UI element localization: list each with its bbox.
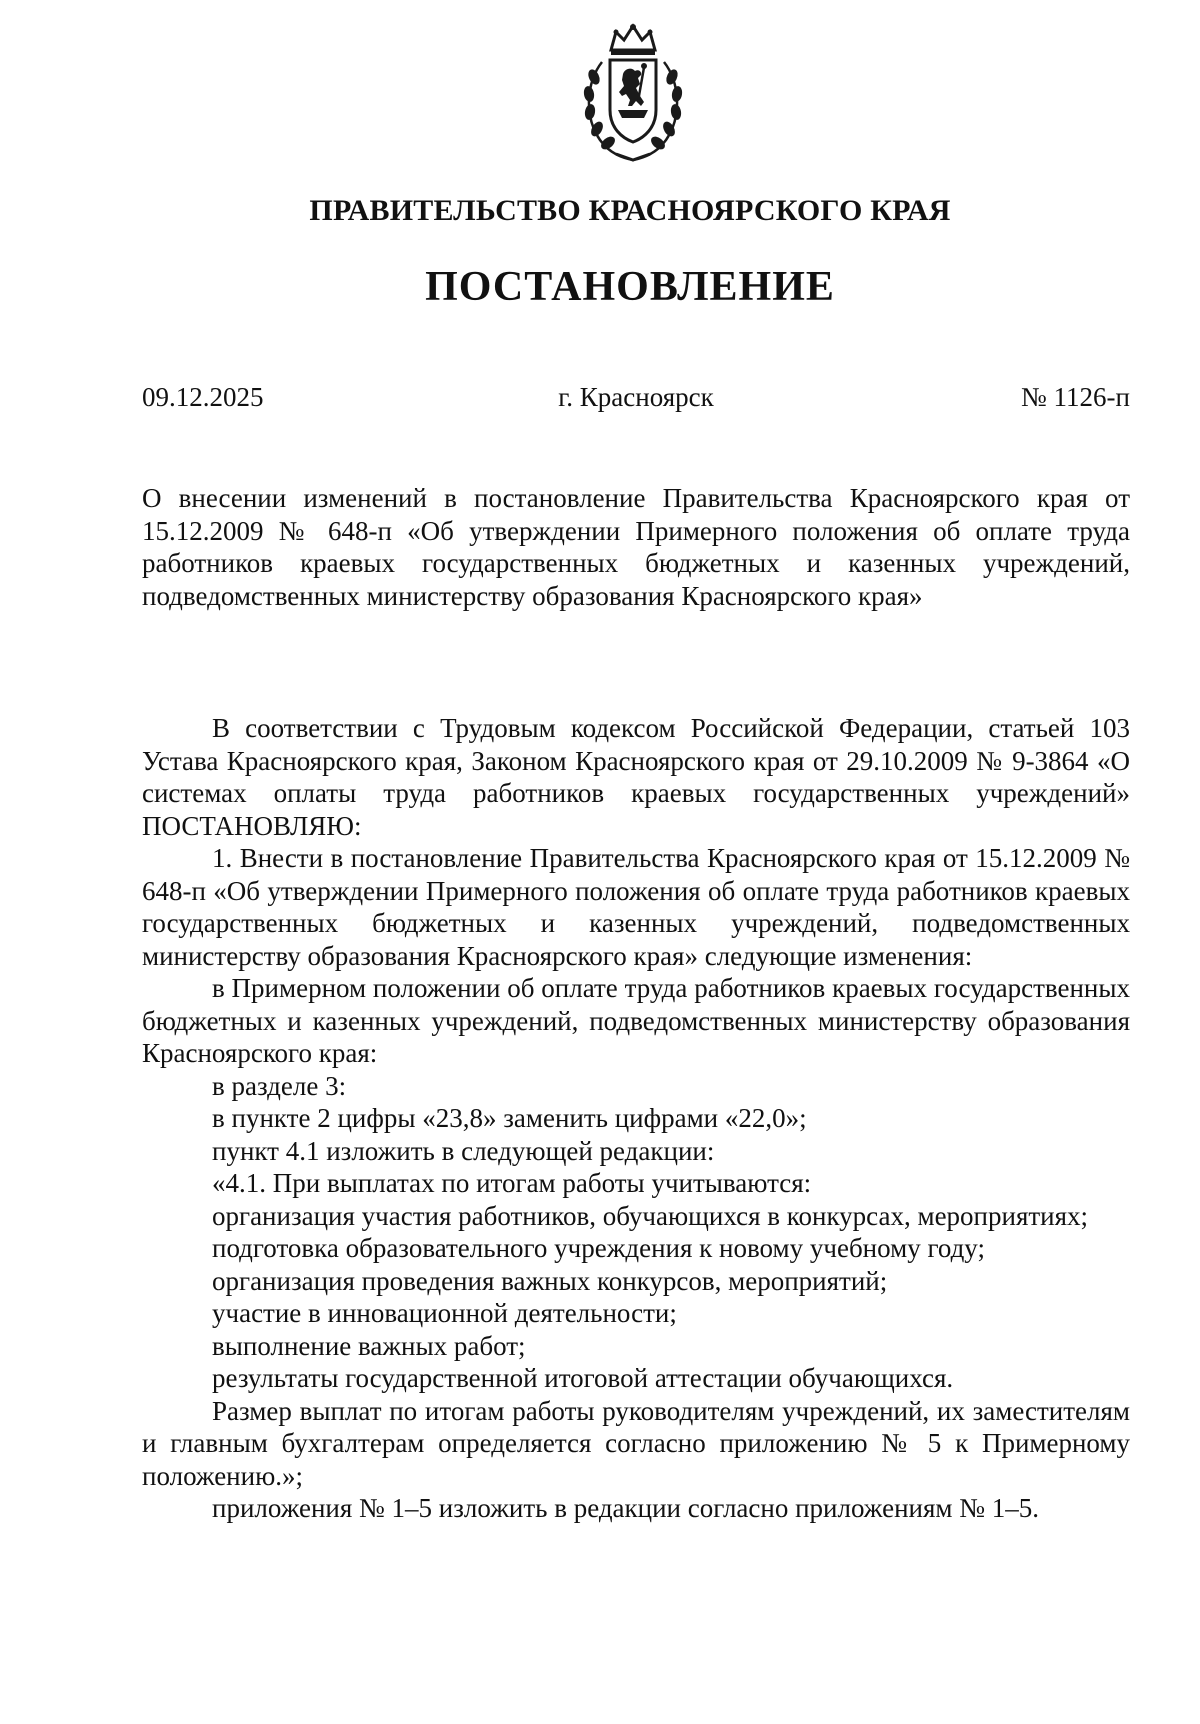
document-meta-line bbox=[142, 382, 1130, 418]
body-paragraph: пункт 4.1 изложить в следующей редакции: bbox=[212, 1135, 715, 1166]
coat-of-arms-icon bbox=[578, 22, 688, 164]
body-paragraph: выполнение важных работ; bbox=[212, 1330, 526, 1361]
body-paragraph: организация проведения важных конкурсов, мероприятий; bbox=[212, 1265, 888, 1296]
document-number: № 1126-п bbox=[1021, 382, 1130, 412]
body-paragraph: 1. Внести в постановление Правительства Красноярского края от 15.12.2009 № 648-п «Об утверждении Примерного положения об оплате труда работников краевых государственных бюджетных и казенных учреждений, подведомственных министерству образования Красноярского края» следующие изменения: bbox=[142, 843, 1130, 971]
organization-title: ПРАВИТЕЛЬСТВО КРАСНОЯРСКОГО КРАЯ bbox=[309, 194, 951, 227]
body-paragraph: В соответствии с Трудовым кодексом Российской Федерации, статьей 103 Устава Красноярского края, Законом Красноярского края от 29.10.2009 № 9-3864 «О системах оплаты труда работников краевых государственных учреждений» ПОСТАНОВЛЯЮ: bbox=[142, 713, 1130, 841]
document-body bbox=[142, 712, 1130, 1525]
body-paragraph: Размер выплат по итогам работы руководителям учреждений, их заместителям и главным бухгалтерам определяется согласно приложению № 5 к Примерному положению.»; bbox=[142, 1395, 1130, 1491]
body-paragraph: в пункте 2 цифры «23,8» заменить цифрами «22,0»; bbox=[212, 1103, 807, 1133]
document-city: г. Красноярск bbox=[558, 382, 714, 412]
document-date: 09.12.2025 bbox=[142, 382, 264, 412]
body-paragraph: организация участия работников, обучающихся в конкурсах, мероприятиях; bbox=[212, 1200, 1089, 1231]
body-paragraph: участие в инновационной деятельности; bbox=[212, 1298, 677, 1328]
body-paragraph: в Примерном положении об оплате труда работников краевых государственных бюджетных и казенных учреждений, подведомственных министерству образования Красноярского края: bbox=[142, 973, 1130, 1068]
subject-paragraph: О внесении изменений в постановление Правительства Красноярского края от 15.12.2009 № 648-п «Об утверждении Примерного положения об оплате труда работников краевых государственных бюджетных и казенных учреждений, подведомственных министерству образования Красноярского края» bbox=[142, 483, 1130, 611]
body-paragraph: результаты государственной итоговой аттестации обучающихся. bbox=[212, 1363, 954, 1393]
document-type-title: ПОСТАНОВЛЕНИЕ bbox=[425, 264, 835, 310]
body-paragraph: подготовка образовательного учреждения к новому учебному году; bbox=[212, 1233, 985, 1263]
document-subject bbox=[142, 482, 1130, 612]
body-paragraph: «4.1. При выплатах по итогам работы учитываются: bbox=[212, 1168, 812, 1198]
body-paragraph: в разделе 3: bbox=[212, 1070, 347, 1101]
body-paragraph: приложения № 1–5 изложить в редакции согласно приложениям № 1–5. bbox=[212, 1493, 1039, 1523]
